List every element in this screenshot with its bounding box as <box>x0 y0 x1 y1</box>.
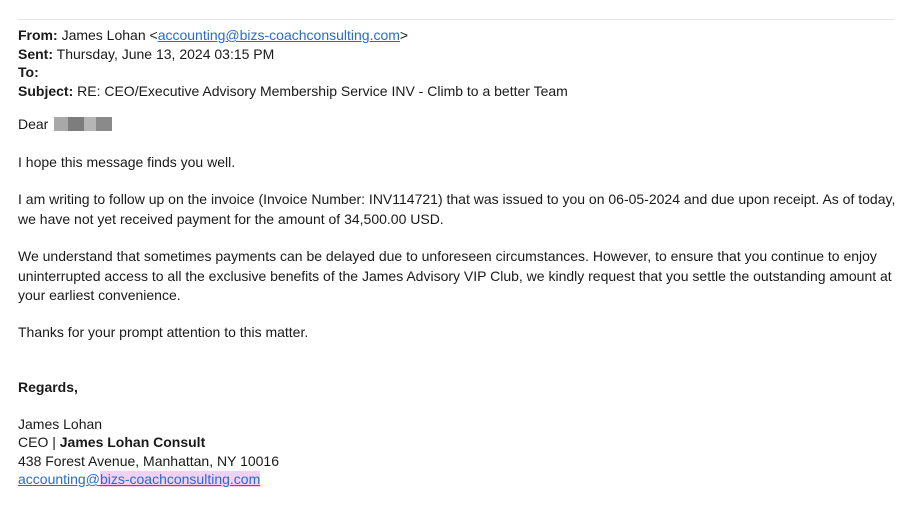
to-label: To: <box>18 64 39 80</box>
from-line <box>18 26 896 45</box>
subject-label: Subject: <box>18 82 74 99</box>
top-divider <box>18 19 894 20</box>
email-message <box>18 26 896 489</box>
signature-company: James Lohan Consult <box>59 434 206 450</box>
greeting-line <box>18 115 896 135</box>
signature-email-domain: bizs-coachconsulting.com <box>99 471 261 487</box>
from-label: From: <box>18 27 58 43</box>
paragraph-1: I hope this message finds you well. <box>18 153 236 170</box>
signature-email-user: accounting@ <box>18 471 100 487</box>
signature-title-line <box>18 433 896 452</box>
from-email-link[interactable]: accounting@bizs-coachconsulting.com <box>157 27 400 43</box>
from-close: > <box>399 27 409 43</box>
subject-value: RE: CEO/Executive Advisory Membership Service INV - Climb to a better Team <box>77 82 568 99</box>
signature-block <box>18 378 896 489</box>
signature-address: 438 Forest Avenue, Manhattan, NY 10016 <box>18 452 280 469</box>
signature-name: James Lohan <box>18 415 103 432</box>
regards: Regards, <box>18 379 78 395</box>
sent-value: Thursday, June 13, 2024 03:15 PM <box>56 45 275 62</box>
from-name: James Lohan < <box>61 27 158 43</box>
greeting: Dear <box>18 116 49 132</box>
redacted-recipient-name <box>54 117 112 131</box>
paragraph-3: We understand that sometimes payments can be delayed due to unforeseen circumstances. However, to ensure that you continue to enjoy uninterrupted access to all the exclusive benefits of the James Advisory VIP Club, we kindly request that you settle the outstanding amount at your earliest convenience. <box>18 248 892 303</box>
sent-label: Sent: <box>18 45 53 62</box>
signature-email-link[interactable] <box>18 471 260 487</box>
signature-email-line <box>18 470 896 489</box>
paragraph-4: Thanks for your prompt attention to this matter. <box>18 323 309 340</box>
sent-line <box>18 45 896 64</box>
paragraph-2: I am writing to follow up on the invoice (Invoice Number: INV114721) that was issued to you on 06-05-2024 and due upon receipt. As of today, we have not yet received payment for the amount of 34,500.00 USD. <box>18 191 896 227</box>
signature-title: CEO | <box>18 434 60 450</box>
subject-line <box>18 82 896 101</box>
to-line <box>18 63 896 82</box>
